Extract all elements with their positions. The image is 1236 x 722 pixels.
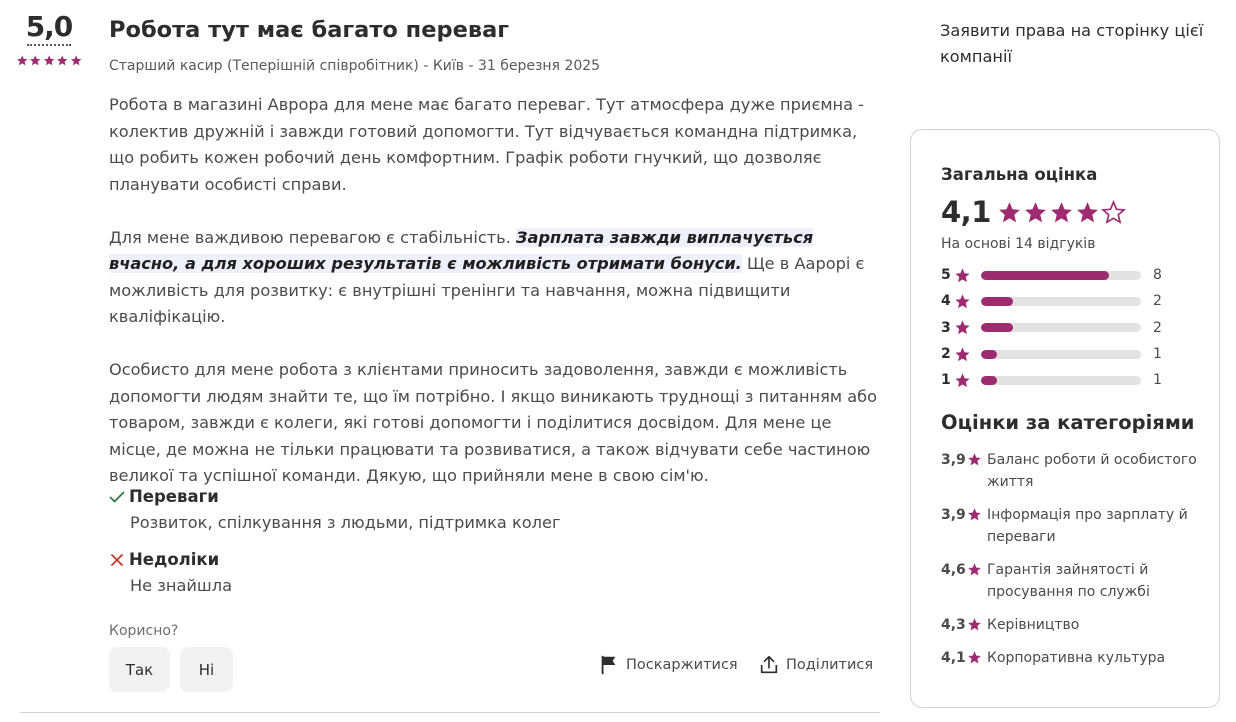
review-rating-score: 5,0 [25, 10, 73, 43]
distribution-bar-fill [981, 323, 1013, 332]
share-button[interactable] [758, 653, 873, 677]
category-score: 3,9 [941, 507, 966, 523]
review-rating-block [16, 10, 82, 67]
distribution-stars: 3 [941, 319, 951, 336]
review-body [109, 92, 881, 490]
distribution-count: 2 [1153, 293, 1162, 310]
star-icon [954, 372, 971, 389]
star-icon [43, 54, 55, 67]
star-icon [1023, 200, 1048, 225]
share-icon [758, 654, 780, 676]
highlighted-text: Зарплата завжди виплачується вчасно, а для хороших результатів є можливість отримати бонуси. [109, 227, 814, 273]
claim-page-link[interactable]: Заявити права на сторінку цієї компанії [940, 21, 1204, 66]
category-row[interactable] [941, 504, 1201, 548]
overall-score: 4,1 [941, 195, 991, 229]
distribution-row[interactable] [941, 341, 1201, 367]
based-on-count: На основі 14 відгуків [941, 236, 1096, 252]
distribution-bar-fill [981, 350, 997, 359]
vote-no-button[interactable]: Ні [180, 647, 233, 692]
distribution-bar [981, 323, 1141, 332]
distribution-count: 8 [1153, 267, 1162, 284]
check-icon [109, 489, 125, 505]
report-label: Поскаржитися [626, 657, 738, 673]
cons-text: Не знайшла [130, 576, 232, 595]
share-label: Поділитися [786, 657, 874, 673]
star-outline-icon [1101, 200, 1126, 225]
category-label: Керівництво [987, 617, 1080, 633]
star-icon [954, 293, 971, 310]
categories-title: Оцінки за категоріями [941, 411, 1195, 434]
category-label: Корпоративна культура [987, 650, 1166, 666]
distribution-bar [981, 271, 1141, 280]
x-icon [109, 552, 125, 568]
rating-distribution [941, 262, 1201, 393]
distribution-stars: 1 [941, 372, 951, 389]
category-ratings [941, 449, 1201, 669]
review-meta: Старший касир (Теперішній співробітник) - Київ - 31 березня 2025 [109, 58, 601, 74]
pros-heading [109, 484, 560, 510]
overall-stars [997, 200, 1126, 225]
distribution-stars: 5 [941, 267, 951, 284]
star-icon [16, 54, 28, 67]
distribution-row[interactable] [941, 367, 1201, 393]
category-score: 4,6 [941, 562, 966, 578]
ratings-card [910, 129, 1220, 708]
star-icon [967, 617, 982, 632]
distribution-bar-fill [981, 376, 997, 385]
distribution-row[interactable] [941, 262, 1201, 288]
category-score: 4,3 [941, 617, 966, 633]
pros-text: Розвиток, спілкування з людьми, підтримка колег [130, 513, 561, 532]
category-row[interactable] [941, 449, 1201, 493]
category-label: Інформація про зарплату й переваги [987, 507, 1188, 545]
review-paragraph: Особисто для мене робота з клієнтами приносить задоволення, завжди є можливість допомогти людям знайти те, що їм потрібно. І якщо виникають труднощі з питанням або товаром, завжди є колеги, які готові допомогти і поділитися досвідом. Для мене це місце, де можна не тільки працювати та розвиватися, а також відчувати себе частиною великої та успішної команди. Дякую, що прийняли мене в свою сім'ю. [109, 360, 878, 485]
cons-heading [109, 547, 560, 573]
vote-yes-button[interactable]: Так [109, 647, 170, 692]
star-icon [967, 452, 982, 467]
flag-icon [598, 654, 620, 676]
distribution-bar [981, 350, 1141, 359]
star-icon [1075, 200, 1100, 225]
category-row[interactable] [941, 559, 1201, 603]
distribution-row[interactable] [941, 288, 1201, 314]
useful-label: Корисно? [109, 623, 179, 639]
distribution-count: 2 [1153, 319, 1162, 336]
distribution-bar-fill [981, 297, 1013, 306]
distribution-stars: 4 [941, 293, 951, 310]
distribution-count: 1 [1153, 346, 1162, 363]
category-row[interactable] [941, 647, 1201, 669]
cons-label: Недоліки [129, 550, 220, 569]
review-text: Ще в Аарорі є можливість для розвитку: є внутрішні тренінги та навчання, можна підвищити кваліфікацію. [109, 254, 865, 326]
distribution-bar [981, 297, 1141, 306]
star-icon [954, 267, 971, 284]
star-icon [954, 319, 971, 336]
rating-underline [27, 44, 71, 46]
divider [20, 712, 880, 713]
category-label: Гарантія зайнятості й просування по службі [987, 562, 1150, 600]
pros-cons [109, 484, 560, 599]
star-icon [967, 507, 982, 522]
star-icon [967, 562, 982, 577]
category-score: 3,9 [941, 452, 966, 468]
pros-label: Переваги [129, 487, 219, 506]
review-text: Для мене важдивою перевагою є стабільність. [109, 227, 517, 247]
distribution-bar-fill [981, 271, 1109, 280]
review-paragraph [109, 225, 881, 331]
report-button[interactable] [598, 653, 738, 677]
star-icon [997, 200, 1022, 225]
star-icon [967, 650, 982, 665]
star-icon [70, 54, 82, 67]
star-icon [954, 346, 971, 363]
category-label: Баланс роботи й особистого життя [987, 452, 1197, 490]
category-score: 4,1 [941, 650, 966, 666]
review-title: Робота тут має багато переваг [109, 17, 510, 43]
review-paragraph: Робота в магазині Аврора для мене має багато переваг. Тут атмосфера дуже приємна - колектив дружній і завжди готовий допомогти. Тут відчувається командна підтримка, що робить кожен робочий день комфортним. Графік роботи гнучкий, що дозволяє планувати особисті справи. [109, 95, 865, 194]
overall-rating [941, 194, 1126, 230]
overall-rating-label: Загальна оцінка [941, 165, 1098, 184]
star-icon [29, 54, 41, 67]
star-icon [56, 54, 68, 67]
category-row[interactable] [941, 614, 1201, 636]
distribution-bar [981, 376, 1141, 385]
distribution-stars: 2 [941, 346, 951, 363]
distribution-row[interactable] [941, 315, 1201, 341]
distribution-count: 1 [1153, 372, 1162, 389]
star-icon [1049, 200, 1074, 225]
review-content [109, 14, 881, 490]
review-stars [16, 54, 82, 67]
